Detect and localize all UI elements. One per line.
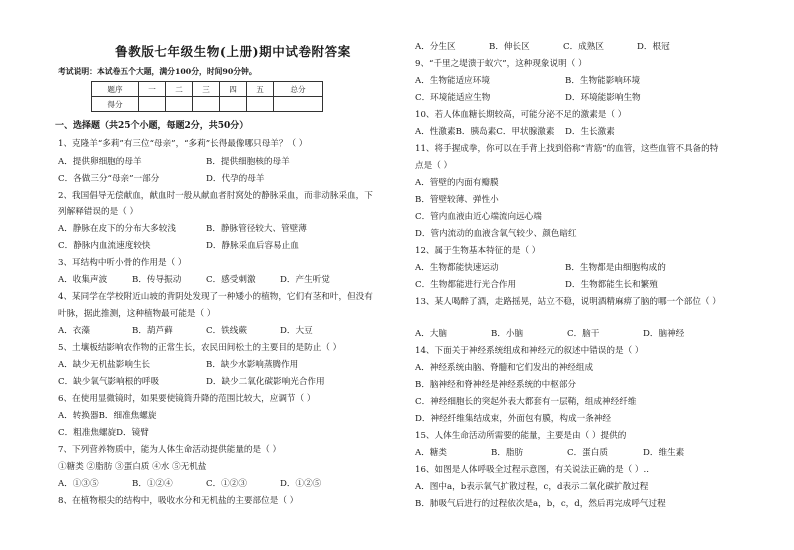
option[interactable]: A．①③⑤ [58, 479, 99, 489]
option[interactable]: A．大脑 [415, 329, 447, 339]
options-q12 [415, 263, 666, 274]
score-row-label: 得分 [92, 97, 139, 112]
options-q11 [415, 195, 499, 206]
option[interactable]: A．缺少无机盐影响生长 [58, 360, 151, 370]
question-7: 7、下列营养物质中，能为人体生命活动提供能量的是（ ） [58, 445, 282, 455]
option[interactable]: C．成熟区 [563, 42, 604, 52]
option[interactable]: D．静脉采血后容易止血 [206, 241, 299, 251]
options-q3 [58, 275, 330, 286]
option[interactable]: D．代孕的母羊 [206, 174, 265, 184]
question-1: 1、克隆羊“多莉”有三位“母亲”，“多莉”长得最像哪只母羊？（ ） [58, 139, 308, 149]
option[interactable]: A．糖类 [415, 448, 447, 458]
page-title: 鲁教版七年级生物(上册)期中试卷附答案 [115, 44, 351, 59]
options-q2 [58, 224, 307, 235]
score-cell-header: 三 [193, 82, 220, 97]
options-q16 [415, 499, 666, 510]
option[interactable]: C．管内血液由近心端流向远心端 [415, 212, 542, 222]
question-10: 10、若人体血糖长期较高，可能分泌不足的激素是（ ） [415, 110, 627, 120]
exam-note [58, 66, 257, 77]
score-cell-header: 五 [247, 82, 274, 97]
options-q2 [58, 241, 299, 252]
score-cell-header: 总分 [274, 82, 323, 97]
option[interactable]: B．小脑 [491, 329, 524, 339]
option[interactable]: D．脑神经 [643, 329, 685, 339]
option[interactable]: A．衣藻 [58, 326, 90, 336]
score-blank-cell[interactable] [193, 97, 220, 112]
options-q1 [58, 157, 290, 168]
question-11: 11、将手握成拳，你可以在手背上找到俗称“青筋”的血管，这些血管不具备的特 [415, 144, 719, 154]
option[interactable]: C．感受刺激 [206, 275, 256, 285]
question-3: 3、耳结构中听小骨的作用是（ ） [58, 258, 187, 268]
score-table [91, 81, 323, 112]
option[interactable]: C．脑干 [567, 329, 600, 339]
section-heading: 一、选择题（共25个小题，每题2分，共50分） [55, 121, 249, 131]
question-15: 15、人体生命活动所需要的能量，主要是由（ ）提供的 [415, 431, 627, 441]
options-q1 [58, 174, 264, 185]
options-q14 [415, 380, 576, 391]
score-blank-cell[interactable] [166, 97, 193, 112]
options-q6 [58, 428, 149, 439]
option[interactable]: A．生物能适应环境 [415, 76, 490, 86]
score-cell-header: 题序 [92, 82, 139, 97]
question-12: 12、属于生物基本特征的是（ ） [415, 246, 541, 256]
options-q11 [415, 178, 499, 189]
question-6: 6、在使用显微镜时，如果要使镜筒升降的范围比较大，应调节（ ） [58, 394, 316, 404]
option[interactable]: C．铁线蕨 [206, 326, 247, 336]
option[interactable]: D．生物都能生长和繁殖 [565, 280, 658, 290]
options-q11 [415, 229, 577, 240]
options-q14 [415, 397, 636, 408]
option[interactable]: C．神经细胞长的突起外表大都套有一层鞘，组成神经纤维 [415, 397, 637, 407]
option[interactable]: D．维生素 [643, 448, 685, 458]
option[interactable]: B．脂肪 [491, 448, 524, 458]
option[interactable]: B．脑神经和脊神经是神经系统的中枢部分 [415, 380, 577, 390]
option[interactable]: A．性激素B．胰岛素C．甲状腺激素 [415, 127, 555, 137]
options-q5 [58, 377, 325, 388]
score-blank-cell[interactable] [247, 97, 274, 112]
options-q5 [58, 360, 298, 371]
options-q16 [415, 482, 648, 493]
option[interactable]: B．传导振动 [132, 275, 182, 285]
score-blank-cell[interactable] [274, 97, 323, 112]
option[interactable]: B．①②④ [132, 479, 173, 489]
option[interactable]: A．转换器B．细准焦螺旋 [58, 411, 157, 421]
option[interactable]: B．管壁较薄、弹性小 [415, 195, 499, 205]
question-13: 13、某人喝醉了酒，走路摇晃，站立不稳，说明酒精麻痹了脑的哪一个部位（ ） [415, 297, 721, 307]
option[interactable]: D．生长激素 [565, 127, 615, 137]
options-q8 [415, 42, 670, 53]
question-4-cont: 叶脉，据此推测，这种植物最可能是（ ） [58, 309, 216, 319]
option[interactable]: C．环境能适应生物 [415, 93, 491, 103]
score-cell-header: 二 [166, 82, 193, 97]
question-9: 9、“千里之堤溃于蚁穴”，这种现象说明（ ） [415, 59, 587, 69]
options-q7-items [58, 462, 206, 473]
option[interactable]: D．①②⑤ [280, 479, 322, 489]
options-q11 [415, 212, 542, 223]
option[interactable]: B．缺少水影响蒸腾作用 [206, 360, 299, 370]
options-q9 [415, 76, 640, 87]
question-4: 4、某同学在学校附近山坡的背阴处发现了一种矮小的植物，它们有茎和叶，但没有 [58, 292, 373, 302]
question-2: 2、我国倡导无偿献血，献血时一般从献血者肘窝处的静脉采血，而非动脉采血，下 [58, 191, 373, 201]
option[interactable]: B．提供细胞核的母羊 [206, 157, 290, 167]
option[interactable]: B．生物都是由细胞构成的 [565, 263, 666, 273]
option[interactable]: D．管内流动的血液含氧气较少、颜色暗红 [415, 229, 577, 239]
options-q14 [415, 414, 611, 425]
score-blank-cell[interactable] [220, 97, 247, 112]
option[interactable]: D．根冠 [637, 42, 670, 52]
options-q9 [415, 93, 641, 104]
note-label: 考试说明： [58, 67, 97, 76]
options-q12 [415, 280, 658, 291]
option[interactable]: B．肺吸气后进行的过程依次是a，b，c，d，然后再完成呼气过程 [415, 499, 666, 509]
option[interactable]: B．生物能影响环境 [565, 76, 641, 86]
score-cell-header: 四 [220, 82, 247, 97]
options-q15 [415, 448, 684, 459]
options-q14 [415, 363, 593, 374]
option[interactable]: A．生物都能快速运动 [415, 263, 499, 273]
question-2-cont: 列解释错误的是（ ） [58, 207, 139, 217]
option[interactable]: A．静脉在皮下的分布大多较浅 [58, 224, 176, 234]
option[interactable]: C．①②③ [206, 479, 247, 489]
option[interactable]: B．静脉管径较大、管壁薄 [206, 224, 307, 234]
option[interactable]: A．图中a，b表示氧气扩散过程，c，d表示二氧化碳扩散过程 [415, 482, 649, 492]
option[interactable]: C．生物都能进行光合作用 [415, 280, 517, 290]
option[interactable]: A．神经系统由脑、脊髓和它们发出的神经组成 [415, 363, 594, 373]
option[interactable]: D．环境能影响生物 [565, 93, 641, 103]
options-q6 [58, 411, 156, 422]
note-text: 本试卷五个大题，满分100分，时间90分钟。 [96, 67, 257, 76]
question-14: 14、下面关于神经系统组成和神经元的叙述中错误的是（ ） [415, 346, 644, 356]
option[interactable]: C．静脉内血流速度较快 [58, 241, 151, 251]
option-items: ①糖类 ②脂肪 ③蛋白质 ④水 ⑤无机盐 [58, 462, 207, 472]
question-5: 5、土壤板结影响农作物的正常生长，农民田间松土的主要目的是防止（ ） [58, 343, 342, 353]
option[interactable]: A．收集声波 [58, 275, 108, 285]
option[interactable]: B．伸长区 [489, 42, 530, 52]
score-cell-header: 一 [139, 82, 166, 97]
option[interactable]: C．缺少氧气影响根的呼吸 [58, 377, 160, 387]
option[interactable]: C．粗准焦螺旋D．镜臂 [58, 428, 149, 438]
options-q13 [415, 329, 684, 340]
options-q7 [58, 479, 321, 490]
option[interactable]: D．产生听觉 [280, 275, 330, 285]
question-8: 8、在植物根尖的结构中，吸收水分和无机盐的主要部位是（ ） [58, 496, 299, 506]
option[interactable]: A．提供卵细胞的母羊 [58, 157, 142, 167]
option[interactable]: A．管壁的内面有瓣膜 [415, 178, 499, 188]
option[interactable]: C．蛋白质 [567, 448, 608, 458]
option[interactable]: C．各做三分“母亲”一部分 [58, 174, 160, 184]
option[interactable]: A．分生区 [415, 42, 456, 52]
option[interactable]: D．神经纤维集结成束，外面包有膜，构成一条神经 [415, 414, 611, 424]
option[interactable]: D．缺少二氧化碳影响光合作用 [206, 377, 325, 387]
option[interactable]: B．葫芦藓 [132, 326, 173, 336]
options-q4 [58, 326, 313, 337]
question-16: 16、如图是人体呼吸全过程示意图，有关说法正确的是（ ）.. [415, 465, 649, 475]
question-11-cont: 点是（ ） [415, 161, 453, 171]
options-q10 [415, 127, 615, 138]
option[interactable]: D．大豆 [280, 326, 313, 336]
score-blank-cell[interactable] [139, 97, 166, 112]
